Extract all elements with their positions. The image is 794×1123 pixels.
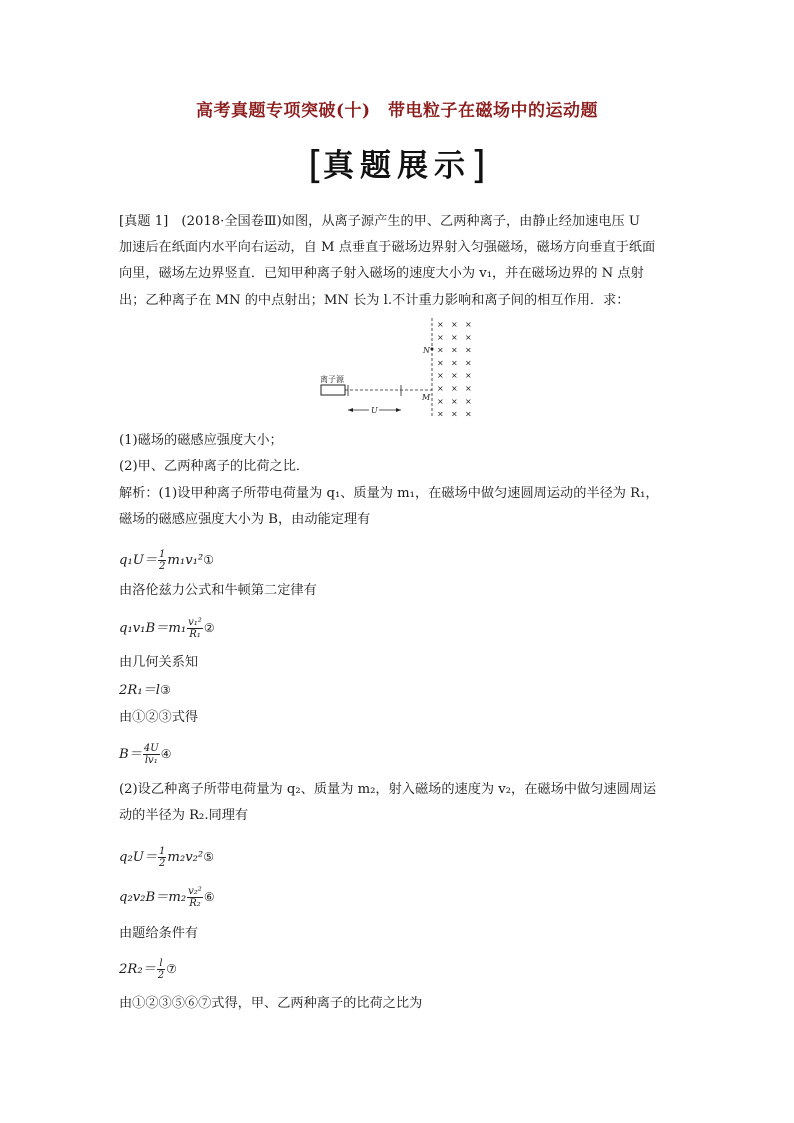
section-bracket-right: ]	[471, 143, 486, 187]
field-x-mark: ×	[437, 345, 444, 355]
eq5-left: q₂U＝	[119, 850, 158, 865]
equation-7	[119, 958, 177, 981]
point-m-label: M	[422, 393, 431, 402]
figure-svg	[315, 316, 480, 420]
solution-text-8: 由①②③⑤⑥⑦式得，甲、乙两种离子的比荷之比为	[119, 996, 423, 1011]
eq2-tag: ②	[203, 621, 215, 635]
field-x-mark: ×	[451, 332, 458, 342]
ion-source-box	[321, 385, 345, 395]
field-x-mark: ×	[451, 320, 458, 329]
solution-text-7: 由题给条件有	[119, 926, 199, 941]
eq6-den: R₂	[189, 898, 201, 909]
eq7-fraction	[157, 958, 165, 981]
solution-para1-line1: 解析：(1)设甲种离子所带电荷量为 q₁、质量为 m₁，在磁场中做匀速圆周运动的半径为 R₁，	[119, 486, 659, 501]
eq2-fraction	[187, 617, 203, 640]
eq1-tag: ①	[203, 553, 214, 567]
eq5-num: 1	[159, 846, 166, 857]
field-x-mark: ×	[437, 396, 444, 406]
field-x-mark: ×	[437, 371, 444, 381]
point-n-label: N	[423, 346, 430, 355]
magnetic-field-figure	[315, 316, 480, 420]
voltage-label: U	[371, 406, 378, 415]
eq5-right: m₂v₂²	[167, 850, 204, 865]
field-x-mark: ×	[465, 358, 472, 368]
solution-para2-line2: 动的半径为 R₂.同理有	[119, 808, 249, 823]
field-x-mark: ×	[465, 371, 472, 381]
eq3-body: 2R₁＝l	[119, 683, 161, 698]
arrow-head-right	[396, 408, 401, 412]
eq2-den: R₁	[189, 629, 201, 640]
ion-source-label: 离子源	[320, 375, 344, 384]
eq4-den: lv₁	[144, 755, 158, 766]
solution-text-4: 由①②③式得	[119, 710, 199, 725]
solution-para2-line1: (2)设乙种离子所带电荷量为 q₂、质量为 m₂，射入磁场的速度为 v₂，在磁场中做匀速圆周运	[119, 782, 657, 797]
eq1-right: m₁v₁²	[167, 553, 204, 568]
page-title: 高考真题专项突破(十) 带电粒子在磁场中的运动题	[195, 101, 599, 121]
equation-4	[119, 743, 171, 766]
eq1-fraction	[158, 549, 166, 572]
eq7-left: 2R₂＝	[119, 962, 156, 977]
field-x-mark: ×	[465, 320, 472, 329]
field-x-mark: ×	[465, 384, 472, 393]
field-x-mark: ×	[437, 384, 444, 393]
eq7-tag: ⑦	[166, 962, 177, 976]
solution-para1-line2: 磁场的磁感应强度大小为 B，由动能定理有	[119, 512, 371, 527]
eq1-den: 2	[159, 561, 166, 572]
eq1-num: 1	[159, 549, 166, 560]
eq4-left: B＝	[119, 747, 142, 762]
question-1: (1)磁场的磁感应强度大小；	[119, 433, 283, 448]
eq2-left: q₁v₁B＝m₁	[119, 621, 187, 636]
equation-1	[119, 549, 214, 572]
eq5-fraction	[158, 846, 166, 869]
section-heading-text: 真题展示	[323, 148, 471, 184]
field-x-mark: ×	[451, 396, 458, 406]
eq6-fraction	[187, 886, 203, 909]
field-x-mark: ×	[451, 384, 458, 393]
field-x-mark: ×	[451, 371, 458, 381]
field-x-mark: ×	[437, 332, 444, 342]
eq4-fraction	[143, 743, 160, 766]
field-x-marks	[437, 320, 472, 419]
problem-line-3: 向里，磁场左边界竖直．已知甲种离子射入磁场的速度大小为 v₁，并在磁场边界的 N 点射	[119, 266, 644, 281]
eq7-num: l	[157, 958, 165, 970]
field-x-mark: ×	[451, 345, 458, 355]
field-x-mark: ×	[437, 409, 444, 419]
solution-text-3: 由几何关系知	[119, 655, 199, 670]
eq3-tag: ③	[160, 683, 171, 697]
eq4-tag: ④	[160, 747, 172, 761]
eq1-left: q₁U＝	[119, 553, 158, 568]
eq5-den: 2	[159, 858, 166, 869]
eq6-left: q₂v₂B＝m₂	[119, 890, 187, 905]
equation-3	[119, 681, 171, 700]
field-x-mark: ×	[451, 358, 458, 368]
problem-line-2: 加速后在纸面内水平向右运动，自 M 点垂直于磁场边界射入匀强磁场，磁场方向垂直于纸面	[119, 240, 656, 255]
equation-5	[119, 846, 214, 869]
eq7-den: 2	[157, 970, 165, 981]
eq6-tag: ⑥	[203, 890, 215, 904]
point-n	[431, 348, 434, 351]
field-x-mark: ×	[465, 396, 472, 406]
equation-6	[119, 886, 215, 909]
section-heading	[0, 140, 794, 185]
field-x-mark: ×	[437, 320, 444, 329]
arrow-head-left	[348, 408, 353, 412]
field-x-mark: ×	[451, 409, 458, 419]
eq5-tag: ⑤	[203, 850, 214, 864]
eq6-num: v₂²	[188, 886, 202, 897]
field-x-mark: ×	[465, 345, 472, 355]
field-x-mark: ×	[437, 358, 444, 368]
eq2-num: v₁²	[188, 617, 202, 628]
equation-2	[119, 617, 215, 640]
solution-text-2: 由洛伦兹力公式和牛顿第二定律有	[119, 583, 317, 598]
section-bracket-left: [	[308, 143, 323, 187]
problem-line-4: 出；乙种离子在 MN 的中点射出；MN 长为 l.不计重力影响和离子间的相互作用．求：	[119, 293, 630, 308]
eq4-num: 4U	[143, 743, 159, 754]
field-x-mark: ×	[465, 332, 472, 342]
problem-line-1: [真题 1] (2018·全国卷Ⅲ)如图，从离子源产生的甲、乙两种离子，由静止经加速电压 U	[119, 214, 640, 229]
field-x-mark: ×	[465, 409, 472, 419]
question-2: (2)甲、乙两种离子的比荷之比．	[119, 459, 310, 474]
